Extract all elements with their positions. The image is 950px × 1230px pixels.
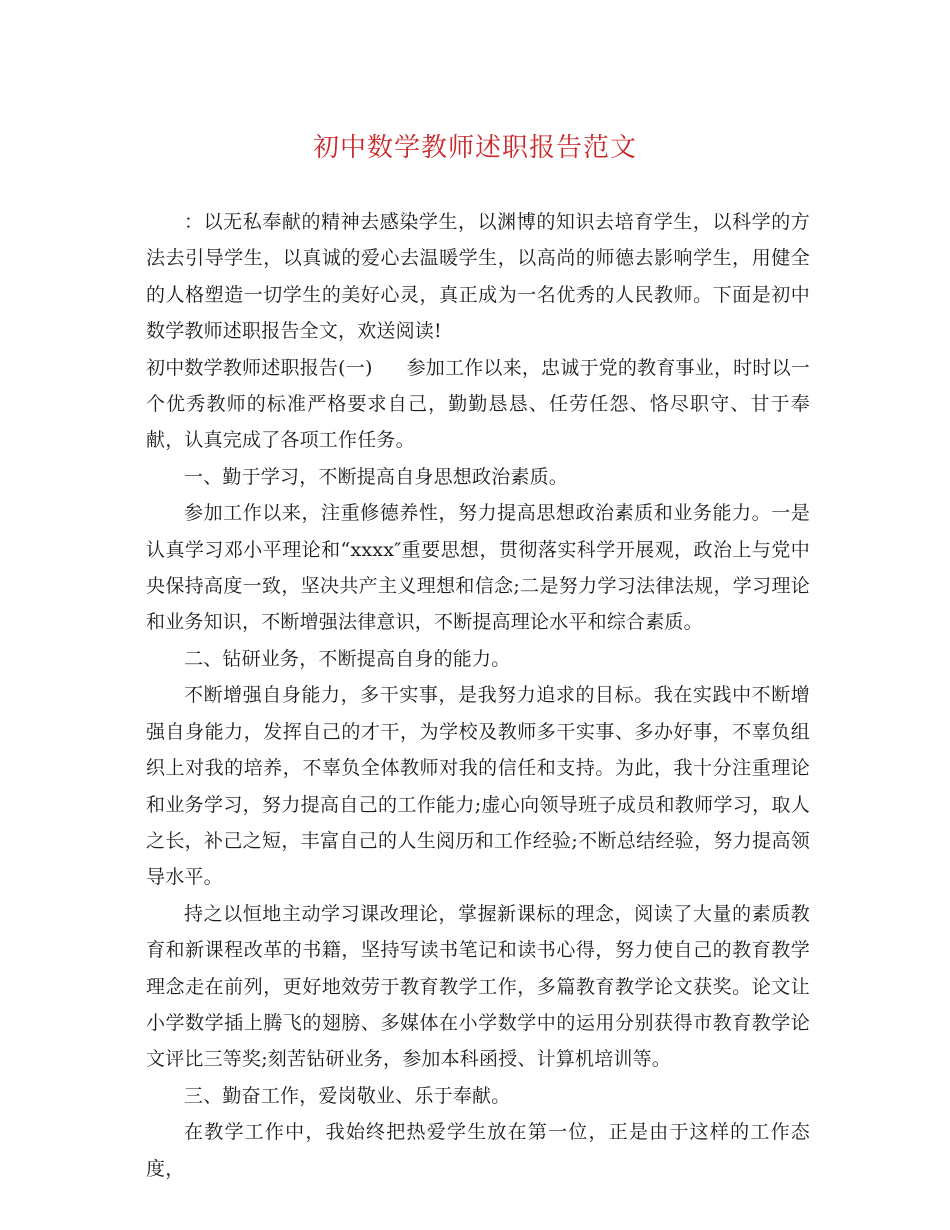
heading-1: 一、勤于学习，不断提高自身思想政治素质。 bbox=[184, 465, 569, 488]
heading-2: 二、钻研业务，不断提高自身的能力。 bbox=[184, 647, 511, 670]
section-opening-text: 参加工作以来，忠诚于党的教育事业，时时以一个优秀教师的标准严格要求自己，勤勤恳恳、任劳任怨、恪尽职守、甘于奉献，认真完成了各项工作任务。 bbox=[146, 356, 810, 452]
document-body bbox=[146, 204, 810, 1187]
heading-3: 三、勤奋工作，爱岗敬业、乐于奉献。 bbox=[184, 1084, 511, 1107]
body-paragraph: 不断增强自身能力，多干实事，是我努力追求的目标。我在实践中不断增强自身能力，发挥自己的才干，为学校及教师多干实事、多办好事，不辜负组织上对我的培养，不辜负全体教师对我的信任和支持。为此，我十分注重理论和业务学习，努力提高自己的工作能力;虚心向领导班子成员和教师学习，取人之长，补己之短，丰富自己的人生阅历和工作经验;不断总结经验，努力提高领导水平。 bbox=[146, 684, 810, 889]
intro-paragraph: ：以无私奉献的精神去感染学生，以渊博的知识去培育学生，以科学的方法去引导学生，以真诚的爱心去温暖学生，以高尚的师德去影响学生，用健全的人格塑造一切学生的美好心灵，真正成为一名优秀的人民教师。下面是初中数学教师述职报告全文，欢送阅读! bbox=[146, 211, 810, 343]
section-heading: 初中数学教师述职报告(一) bbox=[146, 356, 373, 379]
body-paragraph: 参加工作以来，注重修德养性，努力提高思想政治素质和业务能力。一是认真学习邓小平理论和“xxxx″重要思想，贯彻落实科学开展观，政治上与党中央保持高度一致，坚决共产主义理想和信念;二是努力学习法律法规，学习理论和业务知识，不断增强法律意识，不断提高理论水平和综合素质。 bbox=[146, 502, 810, 634]
section-paragraph bbox=[146, 350, 810, 459]
body-paragraph: 在教学工作中，我始终把热爱学生放在第一位，正是由于这样的工作态度， bbox=[146, 1121, 810, 1180]
document-title: 初中数学教师述职报告范文 bbox=[312, 133, 637, 163]
body-paragraph: 持之以恒地主动学习课改理论，掌握新课标的理念，阅读了大量的素质教育和新课程改革的书籍，坚持写读书笔记和读书心得，努力使自己的教育教学理念走在前列，更好地效劳于教育教学工作，多篇教育教学论文获奖。论文让小学数学插上腾飞的翅膀、多媒体在小学数学中的运用分别获得市教育教学论文评比三等奖;刻苦钻研业务，参加本科函授、计算机培训等。 bbox=[146, 902, 810, 1071]
